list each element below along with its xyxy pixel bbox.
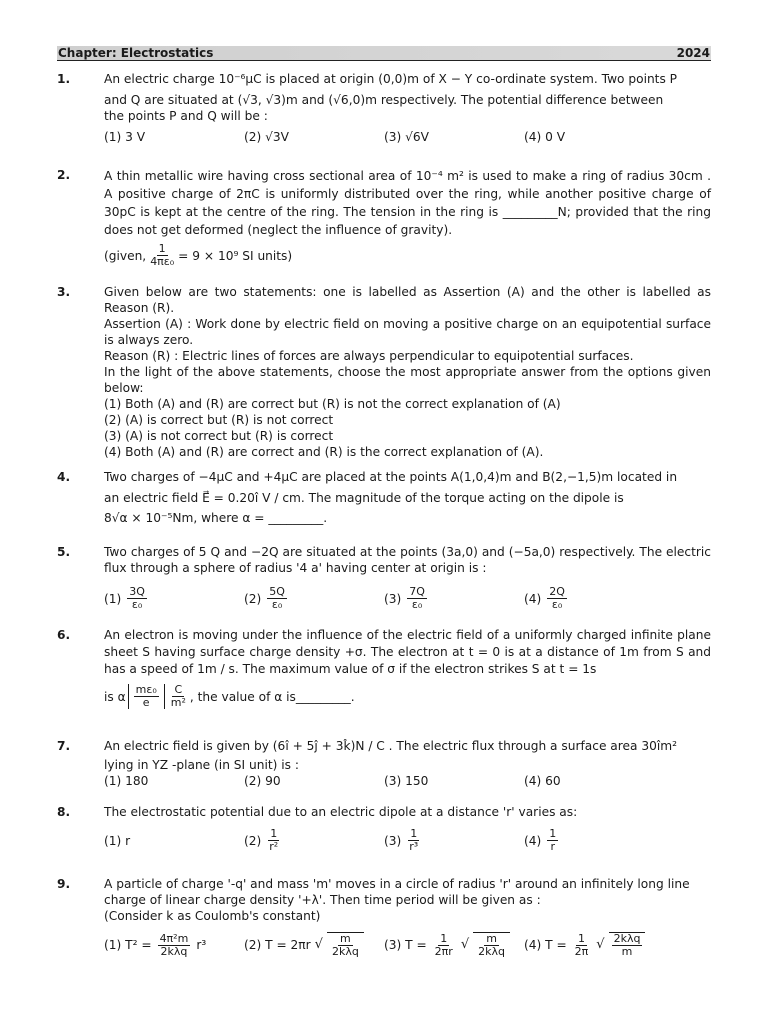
numerator: 1 xyxy=(158,242,166,255)
question-text: charge of linear charge density '+λ'. Then time period will be given as : xyxy=(104,893,541,907)
option-label: (3) xyxy=(384,833,402,848)
question-3 xyxy=(57,284,712,459)
fraction xyxy=(433,933,455,958)
question-text: Two charges of 5 Q and −2Q are situated at the points (3a,0) and (−5a,0) respectively. The electric flux through a sphere of radius '4 a' having center at origin is : xyxy=(104,545,711,575)
sqrt-icon: √ xyxy=(460,937,470,952)
option-2[interactable] xyxy=(244,932,384,958)
reason-text: Reason (R) : Electric lines of forces are always perpendicular to equipotential surfaces. xyxy=(104,349,634,363)
question-body xyxy=(104,71,711,145)
numerator: 7Q xyxy=(409,585,425,598)
denominator: ε₀ xyxy=(411,598,423,611)
numerator: 1 xyxy=(270,827,278,840)
assertion-text: Assertion (A) : Work done by electric field on moving a positive charge on an equipotential surface is always zero. xyxy=(104,317,711,347)
denominator: r xyxy=(550,840,556,853)
radicand xyxy=(327,932,364,958)
options-row xyxy=(104,129,711,145)
question-body xyxy=(104,738,711,789)
question-body xyxy=(104,544,711,611)
options-row xyxy=(104,586,711,611)
option-2[interactable] xyxy=(244,828,384,853)
fraction xyxy=(169,684,188,709)
formula-prefix: is α xyxy=(104,689,126,704)
denominator: 2kλq xyxy=(331,945,359,958)
numerator: 5Q xyxy=(269,585,285,598)
fraction xyxy=(547,586,567,611)
radicand xyxy=(473,932,510,958)
option-label: (3) xyxy=(384,591,402,606)
given-suffix: = 9 × 10⁹ SI units) xyxy=(178,248,293,263)
question-number: 3. xyxy=(57,285,71,299)
answer-format xyxy=(104,684,711,709)
question-body xyxy=(104,469,711,526)
question-text: An electric charge 10⁻⁶μC is placed at origin (0,0)m of X − Y co-ordinate system. Two points P xyxy=(104,72,678,86)
denominator: m xyxy=(621,945,633,958)
numerator: m xyxy=(340,932,351,945)
radicand xyxy=(609,932,646,958)
question-text: and Q are situated at (√3, √3)m and (√6,0)m respectively. The potential difference between xyxy=(104,93,664,107)
denominator: ε₀ xyxy=(131,598,143,611)
question-number: 7. xyxy=(57,739,71,753)
option-4[interactable]: (4) Both (A) and (R) are correct and (R) is the correct explanation of (A). xyxy=(104,445,544,459)
numerator: 2kλq xyxy=(613,932,641,945)
option-2[interactable] xyxy=(244,586,384,611)
fraction xyxy=(127,586,147,611)
fraction xyxy=(407,828,420,853)
year-label: 2024 xyxy=(676,46,710,60)
question-body xyxy=(104,284,711,460)
option-2[interactable]: (2) 90 xyxy=(244,774,281,788)
question-number: 6. xyxy=(57,628,71,642)
fraction xyxy=(148,243,176,268)
denominator: e xyxy=(142,696,150,709)
numerator: 4π²m xyxy=(159,931,189,945)
sqrt-icon: √ xyxy=(314,937,323,952)
given-formula xyxy=(104,243,711,268)
option-3[interactable] xyxy=(384,828,524,853)
option-4[interactable] xyxy=(524,828,664,853)
option-1[interactable]: (1) 3 V xyxy=(104,130,146,144)
question-text: An electron is moving under the influence of the electric field of a uniformly charged infinite plane sheet S having surface charge density +σ. The electron at t = 0 is at a distance of 1m from S and has a speed of 1m / s. The maximum value of σ if the electron strikes S at t = 1s xyxy=(104,628,711,676)
option-4[interactable] xyxy=(524,932,664,958)
option-1[interactable] xyxy=(104,932,244,958)
question-text: lying in YZ -plane (in SI unit) is : xyxy=(104,758,299,772)
given-prefix: (given, xyxy=(104,248,147,263)
denominator: 2π xyxy=(574,944,589,958)
options-row xyxy=(104,773,711,789)
option-1[interactable]: (1) Both (A) and (R) are correct but (R) is not the correct explanation of (A) xyxy=(104,397,561,411)
question-body xyxy=(104,167,711,268)
option-1[interactable]: (1) 180 xyxy=(104,774,149,788)
denominator: 2kλq xyxy=(160,944,188,958)
question-number: 2. xyxy=(57,168,71,182)
question-text: (Consider k as Coulomb's constant) xyxy=(104,909,321,923)
option-prefix: (4) T = xyxy=(524,938,567,952)
option-label: (2) xyxy=(244,833,262,848)
question-text: Two charges of −4μC and +4μC are placed at the points A(1,0,4)m and B(2,−1,5)m located in xyxy=(104,470,678,484)
question-text: A thin metallic wire having cross sectional area of 10⁻⁴ m² is used to make a ring of radius 30cm . A positive charge of 2πC is uniformly distributed over the ring, while another positive charge of 30pC is kept at the centre of the ring. The tension in the ring is _________N; provided that the ring does not get deformed (neglect the influence of gravity). xyxy=(104,169,711,237)
question-body xyxy=(104,876,711,958)
fraction xyxy=(330,933,361,958)
question-number: 1. xyxy=(57,72,71,86)
question-text: An electric field is given by (6î + 5ĵ + 3k̂)N / C . The electric flux through a surface area 30îm² xyxy=(104,739,678,753)
fraction xyxy=(134,684,159,709)
numerator: m xyxy=(486,932,497,945)
option-label: (4) xyxy=(524,591,542,606)
question-number: 9. xyxy=(57,877,71,891)
option-prefix: (2) T = 2πr xyxy=(244,938,311,952)
numerator: 1 xyxy=(549,827,557,840)
question-text: an electric field E⃗ = 0.20î V / cm. The magnitude of the torque acting on the dipole is xyxy=(104,491,624,505)
formula-suffix: , the value of α is_________. xyxy=(189,689,355,704)
question-body xyxy=(104,804,711,853)
question-text: The electrostatic potential due to an electric dipole at a distance 'r' varies as: xyxy=(104,805,578,819)
question-number: 8. xyxy=(57,805,71,819)
chapter-header xyxy=(57,46,711,61)
numerator: mε₀ xyxy=(135,683,157,696)
option-4[interactable]: (4) 60 xyxy=(524,774,561,788)
option-3[interactable]: (3) 150 xyxy=(384,774,429,788)
numerator: 1 xyxy=(577,931,585,945)
options-row xyxy=(104,828,711,853)
fraction xyxy=(573,933,591,958)
question-9 xyxy=(57,876,712,976)
question-text: the points P and Q will be : xyxy=(104,109,268,123)
option-4[interactable] xyxy=(524,586,664,611)
question-number: 4. xyxy=(57,470,71,484)
question-1 xyxy=(57,71,712,161)
question-text: Given below are two statements: one is labelled as Assertion (A) and the other is labelled as Reason (R). xyxy=(104,285,711,315)
option-4[interactable]: (4) 0 V xyxy=(524,130,566,144)
option-2[interactable]: (2) (A) is correct but (R) is not correct xyxy=(104,413,334,427)
question-text: A particle of charge '-q' and mass 'm' moves in a circle of radius 'r' around an infinitely long line xyxy=(104,877,690,891)
fraction xyxy=(267,828,280,853)
instruction-text: In the light of the above statements, choose the most appropriate answer from the options given below: xyxy=(104,365,711,395)
question-number: 5. xyxy=(57,545,71,559)
numerator: 3Q xyxy=(129,585,145,598)
options-row xyxy=(104,932,711,958)
fraction xyxy=(476,933,507,958)
option-3[interactable]: (3) (A) is not correct but (R) is correct xyxy=(104,429,334,443)
option-label: (2) xyxy=(244,591,262,606)
option-label: (4) xyxy=(524,833,542,848)
option-1[interactable]: (1) r xyxy=(104,833,131,848)
question-body xyxy=(104,627,711,709)
option-3[interactable] xyxy=(384,586,524,611)
bracket-expression xyxy=(128,684,165,709)
option-prefix: (3) T = xyxy=(384,938,427,952)
option-1[interactable] xyxy=(104,586,244,611)
option-prefix: (1) T² = xyxy=(104,938,152,952)
numerator: 2Q xyxy=(549,585,565,598)
fraction xyxy=(158,933,191,958)
fraction xyxy=(407,586,427,611)
question-7 xyxy=(57,738,712,793)
denominator: 4πε₀ xyxy=(150,255,175,268)
question-5 xyxy=(57,544,712,624)
option-2[interactable]: (2) √3V xyxy=(244,130,289,144)
numerator: 1 xyxy=(410,827,418,840)
denominator: r³ xyxy=(409,840,419,853)
question-6 xyxy=(57,627,712,727)
fraction xyxy=(547,828,558,853)
question-4 xyxy=(57,469,712,533)
question-text: 8√α × 10⁻⁵Nm, where α = _________. xyxy=(104,511,328,525)
numerator: C xyxy=(174,683,183,696)
chapter-title: Chapter: Electrostatics xyxy=(58,46,214,60)
denominator: ε₀ xyxy=(551,598,563,611)
numerator: 1 xyxy=(440,931,448,945)
fraction xyxy=(612,933,643,958)
denominator: 2πr xyxy=(434,944,453,958)
denominator: m² xyxy=(170,696,186,709)
option-label: (1) xyxy=(104,591,122,606)
option-3[interactable] xyxy=(384,932,524,958)
denominator: ε₀ xyxy=(271,598,283,611)
question-2 xyxy=(57,167,712,277)
denominator: r² xyxy=(269,840,279,853)
fraction xyxy=(267,586,287,611)
question-8 xyxy=(57,804,712,864)
option-suffix: r³ xyxy=(196,938,207,952)
sqrt-icon: √ xyxy=(596,937,605,952)
denominator: 2kλq xyxy=(478,945,505,958)
option-3[interactable]: (3) √6V xyxy=(384,130,429,144)
